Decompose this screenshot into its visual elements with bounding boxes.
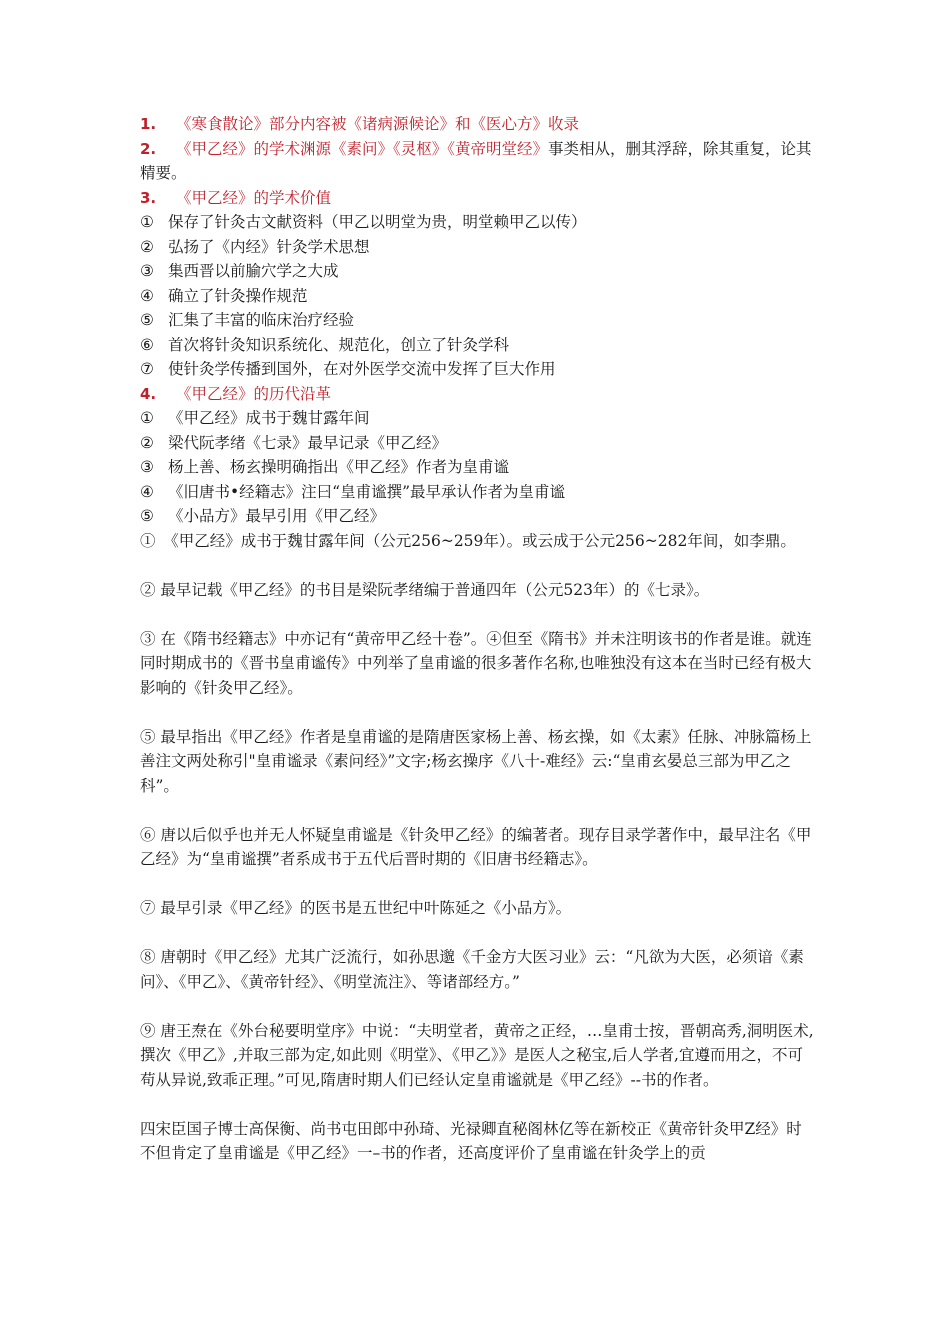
list-item: ③ 集西晋以前腧穴学之大成 xyxy=(140,262,339,280)
heading-text-rest: 事类相从，删其浮辞，除其重复，论其精要。 xyxy=(140,139,812,182)
paragraph: ⑧ 唐朝时《甲乙经》尤其广泛流行，如孙思邈《千金方大医习业》云：“凡欲为大医，必须谙《素问》、《甲乙》、《黄帝针经》、《明堂流注》、等诸部经方。” xyxy=(140,948,804,991)
list-item: ⑦ 使针灸学传播到国外，在对外医学交流中发挥了巨大作用 xyxy=(140,360,556,378)
heading-number: 4. xyxy=(140,384,157,403)
heading-text-red: 《甲乙经》的学术渊源《素问》《灵枢》《黄帝明堂经》 xyxy=(176,139,549,158)
paragraph: ③ 在《隋书经籍志》中亦记有“黄帝甲乙经十卷”。④但至《隋书》并未注明该书的作者是谁。就连同时期成书的《晋书皇甫谧传》中列举了皇甫谧的很多著作名称,也唯独没有这本在当时已经有极大影响的《针灸甲乙经》。 xyxy=(140,629,812,697)
heading-text: 《甲乙经》的历代沿革 xyxy=(176,384,332,403)
list-item: ③ 杨上善、杨玄操明确指出《甲乙经》作者为皇甫谧 xyxy=(140,458,510,476)
list-item: ② 弘扬了《内经》针灸学术思想 xyxy=(140,237,370,256)
heading-2 xyxy=(140,137,815,186)
heading-number: 2. xyxy=(140,139,157,158)
history-list xyxy=(140,406,815,529)
list-item: ② 梁代阮孝绪《七录》最早记录《甲乙经》 xyxy=(140,433,448,452)
list-item: ④ 确立了针灸操作规范 xyxy=(140,286,308,305)
paragraph: ② 最早记载《甲乙经》的书目是梁阮孝绪编于普通四年（公元523年）的《七录》。 xyxy=(140,580,710,599)
heading-number: 1. xyxy=(140,115,157,133)
paragraph: ⑦ 最早引录《甲乙经》的医书是五世纪中叶陈延之《小品方》。 xyxy=(140,899,572,917)
list-item: ⑥ 首次将针灸知识系统化、规范化，创立了针灸学科 xyxy=(140,335,510,354)
paragraph: ① 《甲乙经》成书于魏甘露年间（公元256~259年）。或云成于公元256~282年间，如李鼎。 xyxy=(140,531,796,550)
heading-1 xyxy=(140,112,815,137)
document-page xyxy=(140,112,815,1181)
heading-4 xyxy=(140,382,815,407)
list-item: ⑤ 《小品方》最早引用《甲乙经》 xyxy=(140,507,386,525)
list-item: ④ 《旧唐书•经籍志》注曰“皇甫谧撰”最早承认作者为皇甫谧 xyxy=(140,482,565,501)
value-list xyxy=(140,210,815,382)
heading-text: 《甲乙经》的学术价值 xyxy=(176,188,332,207)
paragraph: 四宋臣国子博士高保衡、尚书屯田郎中孙琦、光禄卿直秘阁林亿等在新校正《黄帝针灸甲Z经》时不但肯定了皇甫谧是《甲乙经》一–书的作者，还高度评价了皇甫谧在针灸学上的贡 xyxy=(140,1119,802,1162)
list-item: ⑤ 汇集了丰富的临床治疗经验 xyxy=(140,311,355,329)
paragraph: ⑤ 最早指出《甲乙经》作者是皇甫谧的是隋唐医家杨上善、杨玄操，如《太素》任脉、冲脉篇杨上善注文两处称引"皇甫谧录《素问经》”文字;杨玄操序《八十-难经》云:“皇甫玄晏总三部为甲乙之科”。 xyxy=(140,727,812,795)
list-item: ① 保存了针灸古文献资料（甲乙以明堂为贵，明堂赖甲乙以传） xyxy=(140,213,587,231)
paragraph: ⑥ 唐以后似乎也并无人怀疑皇甫谧是《针灸甲乙经》的编著者。现存目录学著作中，最早注名《甲乙经》为“皇甫谧撰”者系成书于五代后晋时期的《旧唐书经籍志》。 xyxy=(140,825,812,868)
body-paragraphs xyxy=(140,529,815,1166)
list-item: ① 《甲乙经》成书于魏甘露年间 xyxy=(140,409,370,427)
heading-text: 《寒食散论》部分内容被《诸病源候论》和《医心方》收录 xyxy=(176,115,580,133)
heading-number: 3. xyxy=(140,188,157,207)
heading-3 xyxy=(140,186,815,211)
paragraph: ⑨ 唐王焘在《外台秘要明堂序》中说：“夫明堂者，黄帝之正经，…皇甫士按，晋朝高秀,洞明医术,撰次《甲乙》,并取三部为定,如此则《明堂》、《甲乙》》是医人之秘宝,后人学者,宜遵而用之，不可苟从异说,致乖正理。”可见,隋唐时期人们已经认定皇甫谧就是《甲乙经》--书的作者。 xyxy=(140,1021,814,1089)
